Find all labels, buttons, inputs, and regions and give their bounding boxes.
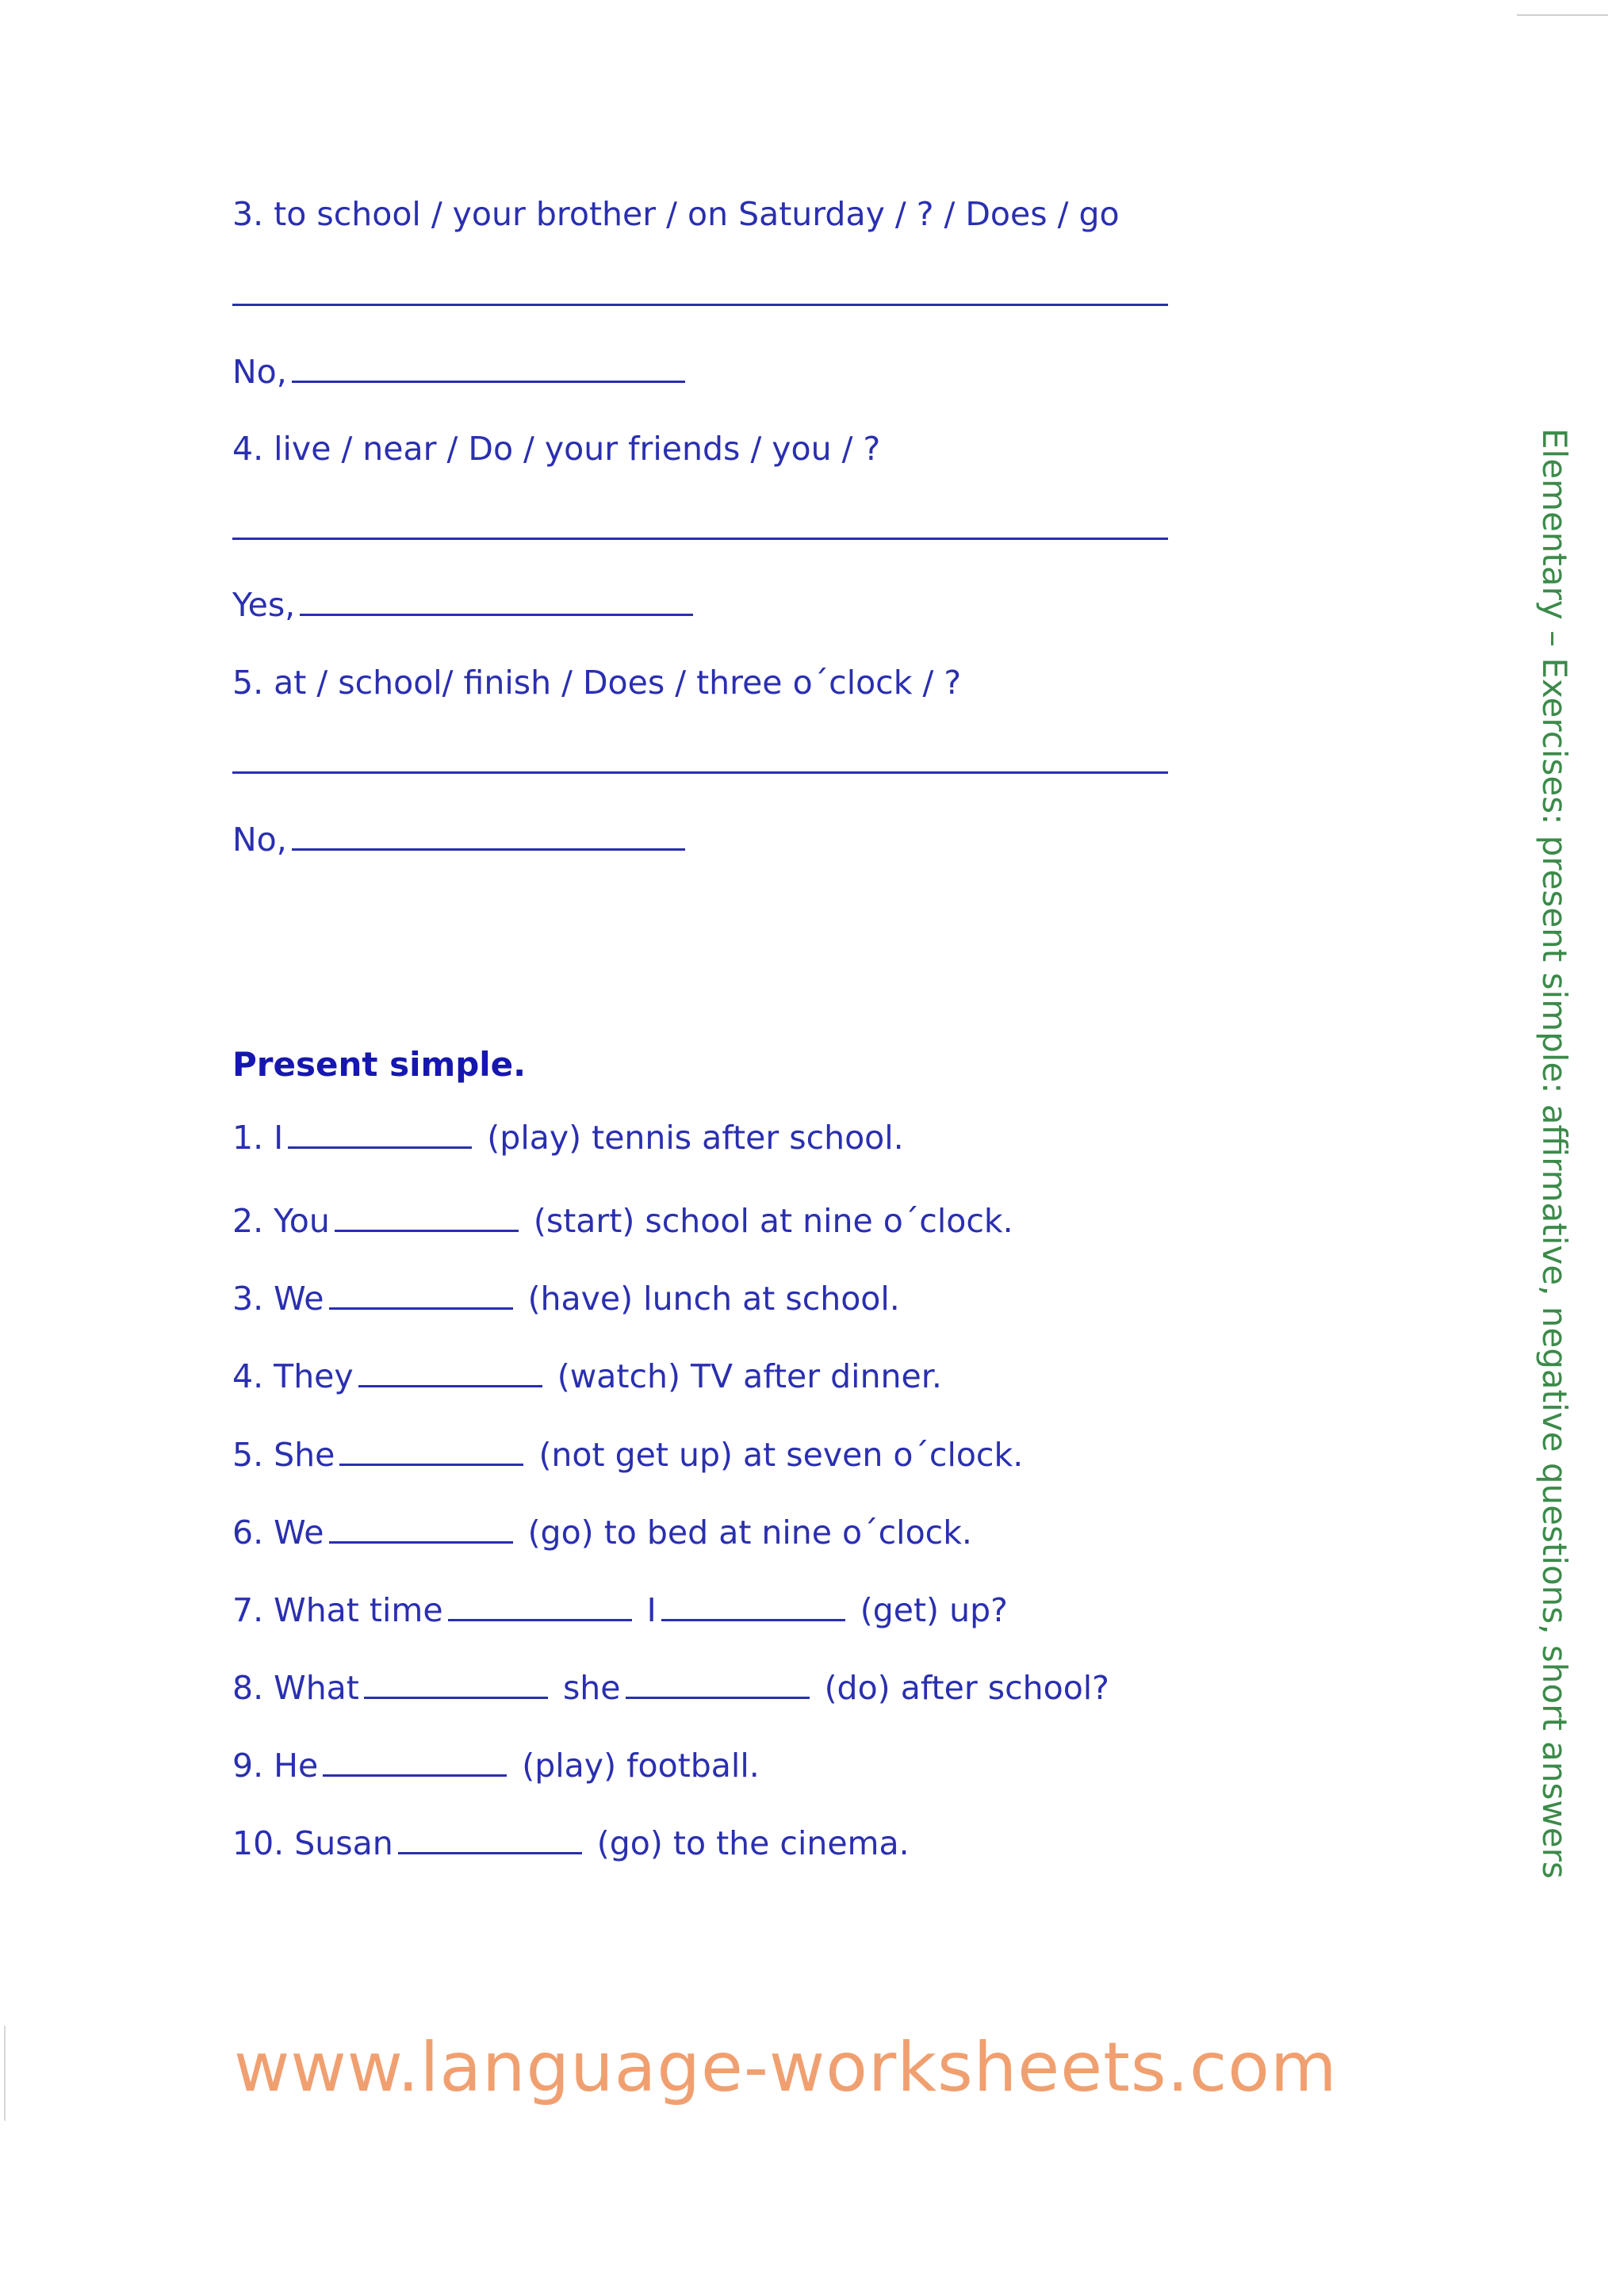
short-answer-4: Yes,: [232, 585, 698, 624]
exercise-blank-2[interactable]: [335, 1201, 519, 1232]
answer-line-4[interactable]: [232, 538, 1168, 540]
question-3: 3. to school / your brother / on Saturday / ? / Does / go: [232, 195, 1120, 233]
footer-url[interactable]: www.language-worksheets.com: [234, 2028, 1338, 2107]
section-heading: Present simple.: [232, 1045, 527, 1084]
exercise-blank-4[interactable]: [358, 1357, 542, 1387]
side-title: Elementary – Exercises: present simple: affirmative, negative questions, short answers: [1535, 428, 1574, 1879]
exercise-item-7: 7. What time I (get) up?: [232, 1591, 1008, 1629]
short-answer-blank-3[interactable]: [292, 352, 685, 383]
exercise-blank-7b[interactable]: [661, 1590, 845, 1621]
short-answer-blank-5[interactable]: [292, 820, 685, 851]
left-margin-mark: [4, 2026, 6, 2121]
top-divider: [1517, 14, 1608, 16]
short-answer-3: No,: [232, 352, 690, 391]
exercise-blank-10[interactable]: [398, 1823, 582, 1854]
exercise-blank-1[interactable]: [288, 1118, 472, 1149]
question-5: 5. at / school/ finish / Does / three o´clock / ?: [232, 664, 962, 702]
exercise-blank-6[interactable]: [329, 1513, 513, 1544]
exercise-item-1: 1. I (play) tennis after school.: [232, 1119, 904, 1157]
exercise-blank-7a[interactable]: [448, 1590, 632, 1621]
exercise-item-2: 2. You (start) school at nine o´clock.: [232, 1202, 1013, 1240]
short-answer-blank-4[interactable]: [300, 585, 693, 616]
exercise-blank-3[interactable]: [329, 1279, 513, 1310]
exercise-blank-5[interactable]: [339, 1435, 523, 1466]
short-answer-5: No,: [232, 820, 690, 859]
exercise-blank-8b[interactable]: [626, 1668, 810, 1699]
exercise-item-10: 10. Susan (go) to the cinema.: [232, 1824, 910, 1862]
exercise-blank-9[interactable]: [323, 1746, 507, 1777]
answer-line-5[interactable]: [232, 771, 1168, 774]
exercise-item-6: 6. We (go) to bed at nine o´clock.: [232, 1513, 972, 1552]
answer-line-3[interactable]: [232, 304, 1168, 306]
exercise-item-9: 9. He (play) football.: [232, 1747, 760, 1785]
question-4: 4. live / near / Do / your friends / you / ?: [232, 430, 881, 468]
exercise-item-8: 8. What she (do) after school?: [232, 1669, 1109, 1707]
exercise-item-4: 4. They (watch) TV after dinner.: [232, 1357, 942, 1395]
exercise-item-5: 5. She (not get up) at seven o´clock.: [232, 1436, 1024, 1474]
exercise-blank-8a[interactable]: [364, 1668, 548, 1699]
exercise-item-3: 3. We (have) lunch at school.: [232, 1280, 900, 1318]
